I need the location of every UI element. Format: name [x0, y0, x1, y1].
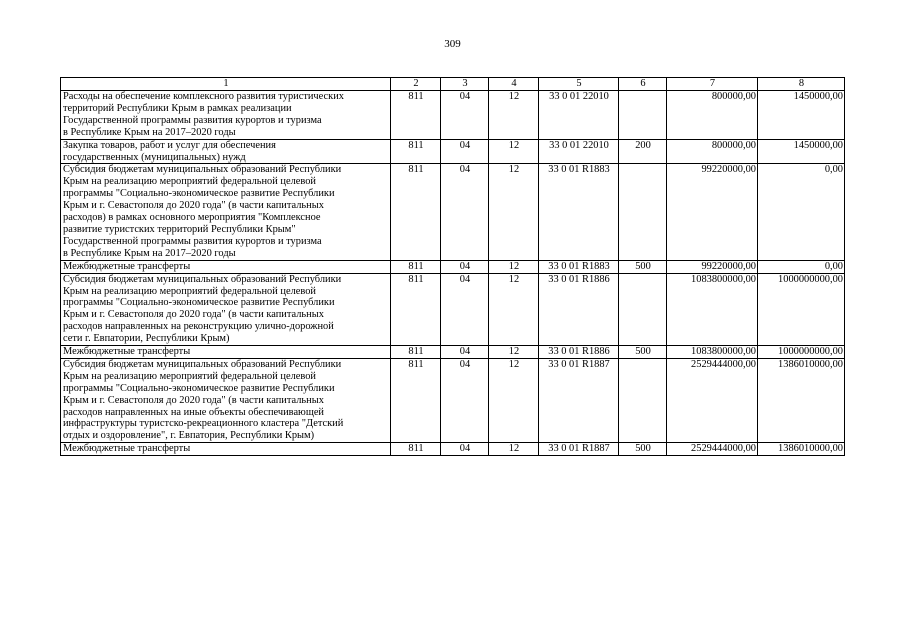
- row-description: Субсидия бюджетам муниципальных образований Республики Крым на реализацию мероприятий федеральной целевой программы "Социально-экономическое развитие Республики Крым и г. Севастополя до 2020 года" (в части капитальных расходов направленных на реконструкцию улично-дорожной сети г. Евпатории, Республики Крым): [61, 273, 391, 345]
- row-col-6: 500: [619, 260, 667, 273]
- row-col-6: [619, 164, 667, 260]
- row-col-5: 33 0 01 R1886: [539, 273, 619, 345]
- header-col-2: 2: [391, 78, 441, 91]
- row-col-5: 33 0 01 22010: [539, 91, 619, 140]
- row-description: Субсидия бюджетам муниципальных образований Республики Крым на реализацию мероприятий федеральной целевой программы "Социально-экономическое развитие Республики Крым и г. Севастополя до 2020 года" (в части капитальных расходов) в рамках основного мероприятия "Комплексное развитие туристских территорий Республики Крым" Государственной программы развития курортов и туризма в Республике Крым на 2017–2020 годы: [61, 164, 391, 260]
- table-header-row: [61, 78, 845, 91]
- row-col-3: 04: [441, 164, 489, 260]
- table-row: [61, 346, 845, 359]
- table-row: [61, 273, 845, 345]
- row-description: Межбюджетные трансферты: [61, 443, 391, 456]
- row-col-8: 1450000,00: [758, 91, 845, 140]
- row-col-6: [619, 273, 667, 345]
- row-col-7: 2529444000,00: [667, 358, 758, 442]
- table-row: [61, 91, 845, 140]
- row-col-7: 800000,00: [667, 91, 758, 140]
- header-col-1: 1: [61, 78, 391, 91]
- row-description: Межбюджетные трансферты: [61, 260, 391, 273]
- row-col-6: 200: [619, 139, 667, 164]
- row-col-4: 12: [489, 443, 539, 456]
- row-col-8: 0,00: [758, 260, 845, 273]
- row-description: Расходы на обеспечение комплексного развития туристических территорий Республики Крым в рамках реализации Государственной программы развития курортов и туризма в Республике Крым на 2017–2020 годы: [61, 91, 391, 140]
- row-col-2: 811: [391, 443, 441, 456]
- row-col-7: 99220000,00: [667, 260, 758, 273]
- row-col-7: 800000,00: [667, 139, 758, 164]
- row-col-6: 500: [619, 346, 667, 359]
- row-col-7: 99220000,00: [667, 164, 758, 260]
- row-col-5: 33 0 01 R1887: [539, 358, 619, 442]
- row-col-5: 33 0 01 R1883: [539, 260, 619, 273]
- row-col-3: 04: [441, 358, 489, 442]
- row-col-4: 12: [489, 273, 539, 345]
- row-col-2: 811: [391, 164, 441, 260]
- row-col-5: 33 0 01 R1886: [539, 346, 619, 359]
- row-col-8: 1450000,00: [758, 139, 845, 164]
- row-col-5: 33 0 01 R1883: [539, 164, 619, 260]
- row-col-6: [619, 91, 667, 140]
- row-col-3: 04: [441, 346, 489, 359]
- row-col-8: 1000000000,00: [758, 273, 845, 345]
- row-col-8: 1386010000,00: [758, 443, 845, 456]
- row-col-4: 12: [489, 260, 539, 273]
- budget-table: [60, 77, 845, 456]
- row-col-2: 811: [391, 260, 441, 273]
- row-col-4: 12: [489, 91, 539, 140]
- page-number: 309: [444, 38, 461, 50]
- row-col-8: 1000000000,00: [758, 346, 845, 359]
- row-col-5: 33 0 01 22010: [539, 139, 619, 164]
- row-col-2: 811: [391, 91, 441, 140]
- header-col-7: 7: [667, 78, 758, 91]
- row-col-4: 12: [489, 164, 539, 260]
- row-col-6: 500: [619, 443, 667, 456]
- row-description: Межбюджетные трансферты: [61, 346, 391, 359]
- row-col-5: 33 0 01 R1887: [539, 443, 619, 456]
- row-col-2: 811: [391, 273, 441, 345]
- table-row: [61, 139, 845, 164]
- row-col-2: 811: [391, 358, 441, 442]
- table-row: [61, 358, 845, 442]
- row-col-3: 04: [441, 443, 489, 456]
- row-col-7: 1083800000,00: [667, 346, 758, 359]
- header-col-6: 6: [619, 78, 667, 91]
- row-col-7: 1083800000,00: [667, 273, 758, 345]
- row-col-2: 811: [391, 346, 441, 359]
- row-col-4: 12: [489, 358, 539, 442]
- row-col-4: 12: [489, 346, 539, 359]
- row-col-4: 12: [489, 139, 539, 164]
- header-col-3: 3: [441, 78, 489, 91]
- header-col-8: 8: [758, 78, 845, 91]
- row-col-8: 1386010000,00: [758, 358, 845, 442]
- table-row: [61, 443, 845, 456]
- row-col-3: 04: [441, 139, 489, 164]
- row-col-8: 0,00: [758, 164, 845, 260]
- row-col-7: 2529444000,00: [667, 443, 758, 456]
- table-row: [61, 164, 845, 260]
- header-col-4: 4: [489, 78, 539, 91]
- row-col-6: [619, 358, 667, 442]
- header-col-5: 5: [539, 78, 619, 91]
- row-col-3: 04: [441, 91, 489, 140]
- row-col-3: 04: [441, 260, 489, 273]
- row-col-2: 811: [391, 139, 441, 164]
- row-col-3: 04: [441, 273, 489, 345]
- row-description: Субсидия бюджетам муниципальных образований Республики Крым на реализацию мероприятий федеральной целевой программы "Социально-экономическое развитие Республики Крым и г. Севастополя до 2020 года" (в части капитальных расходов направленных на иные объекты обеспечивающей инфраструктуры туристско-рекреационного кластера "Детский отдых и оздоровление", г. Евпатория, Республики Крым): [61, 358, 391, 442]
- row-description: Закупка товаров, работ и услуг для обеспечения государственных (муниципальных) нужд: [61, 139, 391, 164]
- table-row: [61, 260, 845, 273]
